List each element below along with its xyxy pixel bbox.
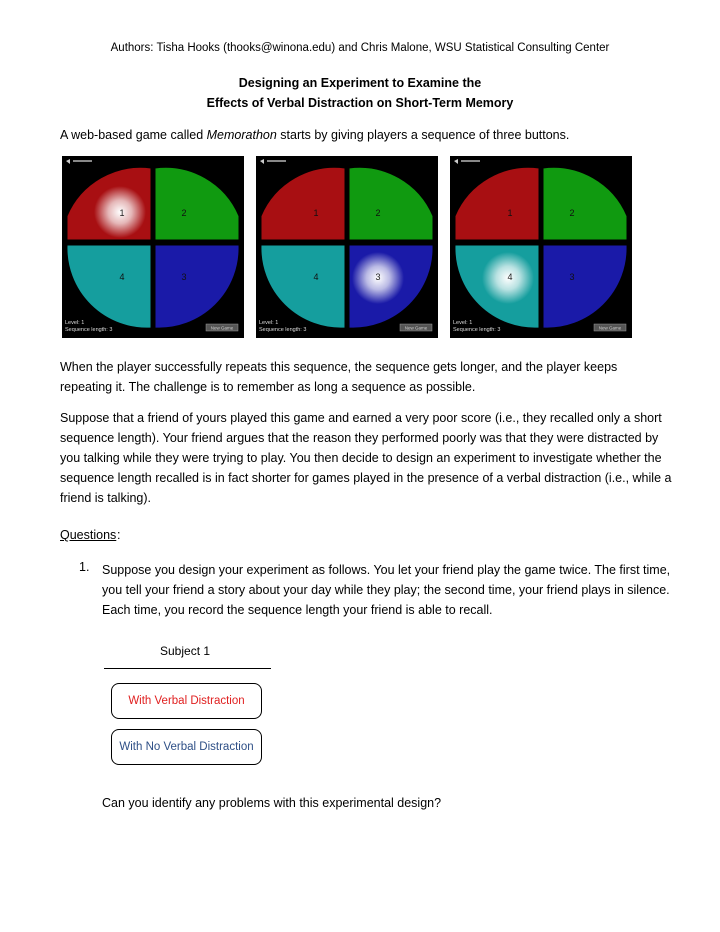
question-1-number: 1.	[79, 560, 90, 574]
game-screenshot-3	[450, 156, 632, 338]
game-button-label: 1	[507, 208, 513, 218]
treatment-box-distraction	[111, 683, 262, 719]
volume-slider	[461, 160, 480, 162]
intro-text-before: A web-based game called	[60, 128, 207, 142]
game-button-label: 4	[313, 272, 319, 282]
game-button-label: 3	[181, 272, 187, 282]
game-board	[450, 156, 632, 338]
treatment-box-no-distraction	[111, 729, 262, 765]
new-game-label: New Game	[210, 325, 234, 331]
document-title-line-1: Designing an Experiment to Examine the	[238, 76, 482, 90]
game-board	[62, 156, 244, 338]
volume-slider	[267, 160, 286, 162]
authors-line: Authors: Tisha Hooks (thooks@winona.edu) and Chris Malone, WSU Statistical Consulting Center	[110, 42, 610, 54]
game-button-label: 4	[507, 272, 513, 282]
game-button-label: 2	[181, 208, 187, 218]
question-1-followup: Can you identify any problems with this experimental design?	[102, 796, 442, 810]
sequence-length-label: Sequence length: 3	[453, 327, 501, 333]
game-button-label: 1	[313, 208, 319, 218]
paragraph-scenario: Suppose that a friend of yours played this game and earned a very poor score (i.e., they recalled only a short sequence length). Your friend argues that the reason they performed poorly was that they were distracted by you talking while they were trying to play. You then decide to design an experiment to investigate whether the sequence length recalled is in fact shorter for games played in the presence of a verbal distraction (i.e., while a friend is talking).	[60, 411, 672, 505]
document-title-line-2: Effects of Verbal Distraction on Short-Term Memory	[206, 96, 514, 110]
game-button-label: 3	[569, 272, 575, 282]
level-label: Level: 1	[65, 320, 85, 326]
game-button-label: 4	[119, 272, 125, 282]
game-screenshot-2	[256, 156, 438, 338]
game-button-label: 3	[375, 272, 381, 282]
questions-heading: Questions	[60, 528, 117, 542]
sequence-length-label: Sequence length: 3	[65, 327, 113, 333]
new-game-label: New Game	[404, 325, 428, 331]
treatment-label-no-distraction: With No Verbal Distraction	[119, 741, 254, 753]
treatment-label-distraction: With Verbal Distraction	[128, 695, 245, 707]
game-button-label: 2	[569, 208, 575, 218]
intro-text-after: starts by giving players a sequence of three buttons.	[276, 128, 570, 142]
game-button-label: 1	[119, 208, 125, 218]
volume-slider	[73, 160, 92, 162]
sequence-length-label: Sequence length: 3	[259, 327, 307, 333]
intro-paragraph	[60, 125, 672, 145]
question-1-text: Suppose you design your experiment as follows. You let your friend play the game twice. The first time, you tell your friend a story about your day while they play; the second time, your friend plays in silence. Each time, you record the sequence length your friend is able to recall.	[102, 563, 671, 617]
subject-underline	[104, 668, 271, 669]
level-label: Level: 1	[453, 320, 473, 326]
game-board	[256, 156, 438, 338]
level-label: Level: 1	[259, 320, 279, 326]
subject-label: Subject 1	[160, 644, 211, 658]
game-button-label: 2	[375, 208, 381, 218]
game-screenshot-1	[62, 156, 244, 338]
questions-heading-colon: :	[117, 528, 121, 542]
new-game-label: New Game	[598, 325, 622, 331]
paragraph-sequence: When the player successfully repeats this sequence, the sequence gets longer, and the player keeps repeating it. The challenge is to remember as long a sequence as possible.	[60, 360, 618, 394]
game-name: Memorathon	[206, 128, 277, 142]
